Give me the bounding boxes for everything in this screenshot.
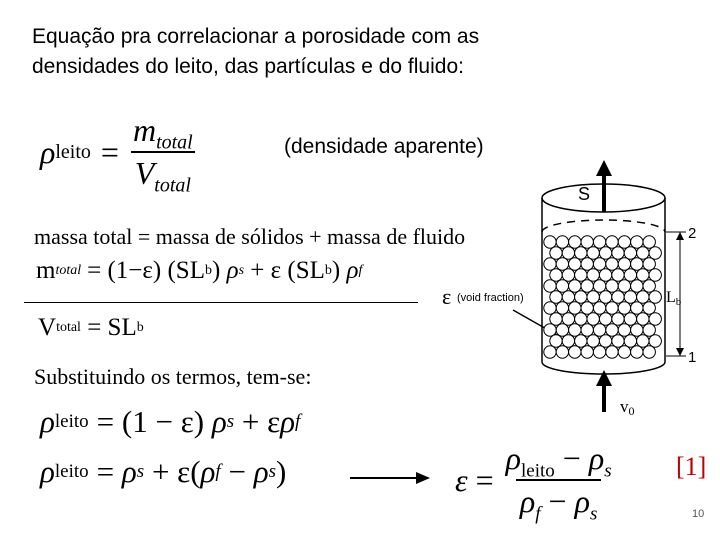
particle [581,346,593,358]
particle [569,258,581,270]
particle [550,313,562,325]
particle [631,324,643,336]
eq3-equals: = [96,454,122,489]
particle [618,346,630,358]
eq3-mid: + ε( [144,454,201,489]
mass-rhs-part3: ) [331,257,347,284]
mass-rhs-plus: + ε (SL [244,257,325,284]
particle [637,291,649,303]
particle [618,324,630,336]
bed-top-level [542,220,665,232]
particle [581,258,593,270]
particle [587,291,599,303]
particle [569,236,581,248]
particle [575,291,587,303]
particle [631,280,643,292]
mass-rhs-part2: ) [211,257,227,284]
particle [593,324,605,336]
equation-total-volume: V total = SL b [38,314,144,341]
particle [556,302,568,314]
v-symbol: V [38,314,57,341]
up-arrow-icon [596,160,612,176]
particle [649,335,661,347]
equation-substituted: ρ leito = (1 − ε) ρ s + ε ρ f [40,404,301,439]
rho-symbol: ρ [519,483,536,519]
rho-symbol: ρ [588,440,605,476]
particle [562,313,574,325]
particle [618,302,630,314]
particle [637,335,649,347]
divider-line [24,302,418,303]
particle [556,236,568,248]
m-symbol: m [36,257,56,284]
fraction-denominator: V [134,155,155,191]
particle [569,324,581,336]
rho-symbol: ρ [40,133,56,170]
particle [631,236,643,248]
mass-rhs-part1: = (1−ε) (SL [87,257,205,284]
particle [649,269,661,281]
equation-total-mass: m total = (1−ε) (SL b ) ρ s + ε (SL b ) ρ f [36,257,363,284]
level-label-2: 2 [688,225,697,242]
particle [550,247,562,259]
particle [599,291,611,303]
particle [556,258,568,270]
s-subscript: s [589,503,598,525]
arrowhead-icon [676,348,684,356]
reference-marker: [1] [676,452,707,481]
particle [581,302,593,314]
particle [569,346,581,358]
particle [556,324,568,336]
particle [575,313,587,325]
particle [637,269,649,281]
eq2-rhs: = (1 − ε) [96,404,212,439]
rho-symbol: ρ [346,257,359,284]
particle [631,302,643,314]
particle [599,269,611,281]
particle [544,302,556,314]
particle [618,280,630,292]
particle [550,269,562,281]
rho-symbol: ρ [574,483,590,519]
particle [624,335,636,347]
particle [575,247,587,259]
numerator-subscript: total [156,131,193,154]
equation-porosity [455,440,616,525]
particle [643,324,655,336]
particle [624,247,636,259]
particle [587,335,599,347]
particle [575,335,587,347]
arrowhead-icon [676,232,684,240]
particle [599,313,611,325]
particle [575,269,587,281]
particle [612,269,624,281]
equation-rearranged: ρ leito = ρ s + ε( ρ f − ρ s ) [40,454,287,489]
length-label: Lb [666,289,682,308]
particle [637,313,649,325]
particle [637,247,649,259]
particle [612,291,624,303]
s-subscript: s [604,460,612,482]
bulk-density-note: (densidade aparente) [284,135,484,158]
particle [587,313,599,325]
heading-line-2: densidades do leito, das partículas e do fluido: [32,55,464,78]
particle [606,346,618,358]
eq3-minus: − [220,454,254,489]
f-subscript: f [535,503,541,525]
particle [618,258,630,270]
packed-bed-svg [430,160,705,420]
particle [544,346,556,358]
mass-definition-line: massa total = massa de sólidos + massa de fluido [34,224,466,249]
particle [569,280,581,292]
page-number: 10 [692,508,705,520]
particle [587,247,599,259]
particle [562,269,574,281]
particle [544,324,556,336]
particle [606,324,618,336]
up-arrow-icon [596,370,612,386]
denominator-subscript: total [154,174,191,197]
particle [599,247,611,259]
rho-subscript: leito [521,460,555,482]
fraction-numerator: m [132,112,157,148]
particle [581,280,593,292]
particle [556,346,568,358]
level-label-1: 1 [688,349,697,366]
particle [606,258,618,270]
particle [618,236,630,248]
particle [643,258,655,270]
equation-bulk-density: ρ leito = $\frac{m_{total}}{V_{total}}$ [40,112,197,192]
flow-velocity-label: v0 [620,397,635,418]
right-arrow-icon [350,470,430,486]
particle [593,258,605,270]
particle [569,302,581,314]
particle [643,302,655,314]
particle [649,291,661,303]
particle [643,236,655,248]
particle [593,236,605,248]
rho-symbol: ρ [280,404,296,439]
particle [562,291,574,303]
rho-symbol: ρ [121,454,137,489]
rho-symbol: ρ [200,454,216,489]
particle [550,335,562,347]
particle [631,346,643,358]
particle [562,247,574,259]
particle [550,291,562,303]
heading [32,22,479,82]
eq4-equals: = [467,461,502,498]
particle [581,236,593,248]
particle [606,302,618,314]
particle [581,324,593,336]
eq2-plus: + ε [234,404,281,439]
void-fraction-label: (void fraction) [457,292,524,304]
particle [631,258,643,270]
particle [649,247,661,259]
rho-symbol: ρ [40,404,55,439]
epsilon-symbol: ε [455,461,468,498]
fraction-porosity [502,440,616,525]
particle [643,346,655,358]
particle [544,236,556,248]
particle [649,313,661,325]
eq3-close: ) [275,454,287,489]
particle [544,280,556,292]
volume-rhs: = SL [80,314,137,341]
particle [593,280,605,292]
particle [544,258,556,270]
particle [624,291,636,303]
substitution-line: Substituindo os termos, tem-se: [34,364,312,389]
particle [643,280,655,292]
rho-symbol: ρ [40,454,55,489]
particle [593,302,605,314]
rho-symbol: ρ [211,404,227,439]
particle [624,269,636,281]
particle [606,280,618,292]
void-fraction-symbol: ε [442,284,452,309]
particle [556,280,568,292]
particle [612,247,624,259]
equals-sign: = [100,133,119,170]
denominator-minus: − [540,483,575,519]
fraction-mass-volume [129,112,197,197]
particle [593,346,605,358]
particle [562,335,574,347]
particle [587,269,599,281]
particle [612,335,624,347]
particle [606,236,618,248]
particle [612,313,624,325]
particle [599,335,611,347]
top-label: S [578,184,591,204]
rho-symbol: ρ [253,454,269,489]
rho-symbol: ρ [505,440,522,476]
rho-symbol: ρ [226,257,239,284]
heading-line-1: Equação pra correlacionar a porosidade com as [32,25,480,48]
particle [624,313,636,325]
packed-bed-diagram [430,160,705,420]
numerator-minus: − [554,440,589,476]
